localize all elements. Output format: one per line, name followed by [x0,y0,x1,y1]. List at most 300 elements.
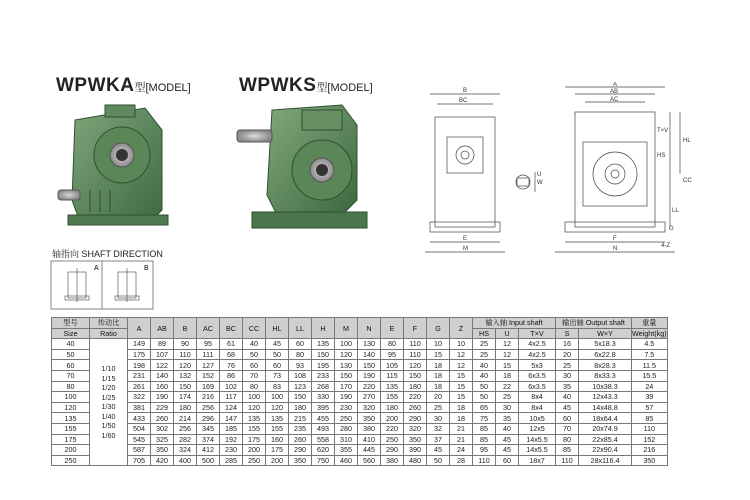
value-cell: 65 [473,402,496,413]
gearbox-photo-wpwka [50,100,180,240]
svg-text:HS: HS [657,153,666,159]
value-cell: 25 [427,402,450,413]
value-cell: 22x90.4 [579,445,632,456]
gearbox-photo-wpwks [232,100,372,235]
value-cell: 587 [128,445,151,456]
value-cell: 160 [151,381,174,392]
value-cell: 250 [243,455,266,466]
value-cell: 15 [450,392,473,403]
value-cell: 229 [151,402,174,413]
value-cell: 76 [220,360,243,371]
value-cell: 100 [243,392,266,403]
table-row [52,370,668,381]
header-input-shaft: 输入轴 Input shaft [473,318,556,329]
value-cell: 50 [473,381,496,392]
value-cell: 175 [128,349,151,360]
svg-text:T×V: T×V [657,128,669,134]
value-cell: 93 [289,360,312,371]
header-ratio: Ratio [90,328,128,339]
svg-text:LL: LL [672,208,679,214]
svg-text:AB: AB [610,89,619,95]
header-e: E [381,318,404,339]
value-cell: 150 [358,360,381,371]
value-cell: 4x2.5 [519,339,556,350]
value-cell: 200 [243,445,266,456]
value-cell: 380 [381,455,404,466]
ratio-value: 1/10 [101,364,116,374]
value-cell: 45 [266,339,289,350]
value-cell: 10 [450,339,473,350]
value-cell: 620 [312,445,335,456]
shaft-direction-label: 轴指向 SHAFT DIRECTION [52,249,163,259]
value-cell: 5x3 [519,360,556,371]
value-cell: 18 [427,370,450,381]
value-cell: 560 [358,455,381,466]
value-cell: 381 [128,402,151,413]
value-cell: 493 [312,423,335,434]
value-cell: 60 [496,455,519,466]
value-cell: 15 [450,370,473,381]
value-cell: 15 [450,381,473,392]
ratio-value: 1/25 [101,392,116,402]
value-cell: 110 [404,339,427,350]
header-hs: HS [473,328,496,339]
value-cell: 330 [312,392,335,403]
value-cell: 102 [220,381,243,392]
svg-text:4-Z: 4-Z [661,243,670,249]
value-cell: 85 [473,423,496,434]
value-cell: 18 [427,360,450,371]
model-title-wpwka [56,75,191,97]
value-cell: 216 [632,445,668,456]
value-cell: 250 [381,434,404,445]
value-cell: 110 [473,455,496,466]
value-cell: 50 [427,455,450,466]
value-cell: 558 [312,434,335,445]
value-cell: 290 [381,445,404,456]
value-cell: 45 [556,402,579,413]
value-cell: 10 [427,339,450,350]
header-output-shaft: 输出轴 Output shaft [556,318,632,329]
ratio-value: 1/60 [101,430,116,440]
svg-text:B: B [463,88,468,94]
value-cell: 22x85.4 [579,434,632,445]
model-suffix: 型[MODEL] [316,82,373,94]
value-cell: 22 [496,381,519,392]
header-bc: BC [220,318,243,339]
value-cell: 35 [496,413,519,424]
value-cell: 80 [289,349,312,360]
value-cell: 89 [151,339,174,350]
value-cell: 380 [358,423,381,434]
value-cell: 320 [404,423,427,434]
header-m: M [335,318,358,339]
value-cell: 4.5 [632,339,668,350]
value-cell: 150 [404,370,427,381]
svg-text:U: U [537,172,542,178]
value-cell: 192 [220,434,243,445]
value-cell: 180 [174,402,197,413]
header-f: F [404,318,427,339]
value-cell: 155 [381,392,404,403]
value-cell: 18 [427,381,450,392]
value-cell: 175 [266,445,289,456]
value-cell: 70 [556,423,579,434]
table-row [52,402,668,413]
value-cell: 15.5 [632,370,668,381]
value-cell: 268 [312,381,335,392]
dimension-table [51,317,668,466]
value-cell: 95 [197,339,220,350]
value-cell: 90 [174,339,197,350]
header-weight: Weight(kg) [632,328,667,338]
value-cell: 120 [243,402,266,413]
model-title-wpwks [239,75,373,97]
header-hl: HL [266,318,289,339]
size-cell: 70 [52,370,90,381]
table-row [52,349,668,360]
value-cell: 25 [473,339,496,350]
shaft-direction-diagram [50,260,154,310]
value-cell: 15 [427,349,450,360]
value-cell: 190 [335,392,358,403]
size-cell: 120 [52,402,90,413]
value-cell: 107 [151,349,174,360]
value-cell: 73 [266,370,289,381]
svg-text:F: F [613,236,617,242]
size-cell: 135 [52,413,90,424]
table-row [52,434,668,445]
size-cell: 50 [52,349,90,360]
table-row [52,360,668,371]
value-cell: 345 [197,423,220,434]
value-cell: 18 [450,402,473,413]
value-cell: 95 [473,445,496,456]
value-cell: 296 [197,413,220,424]
value-cell: 256 [174,423,197,434]
value-cell: 190 [358,370,381,381]
value-cell: 5x18.3 [579,339,632,350]
header-u: U [496,328,519,339]
header-weight-cn: 重量 [632,318,668,329]
value-cell: 152 [632,434,668,445]
value-cell: 350 [358,413,381,424]
value-cell: 70 [243,370,266,381]
value-cell: 50 [266,349,289,360]
value-cell: 86 [220,370,243,381]
value-cell: 40 [496,423,519,434]
value-cell: 57 [632,402,668,413]
value-cell: 155 [266,423,289,434]
value-cell: 150 [174,381,197,392]
value-cell: 140 [151,370,174,381]
value-cell: 320 [358,402,381,413]
value-cell: 350 [289,455,312,466]
value-cell: 110 [174,349,197,360]
value-cell: 412 [197,445,220,456]
value-cell: 80 [381,339,404,350]
value-cell: 105 [381,360,404,371]
value-cell: 30 [427,413,450,424]
value-cell: 28x116.4 [579,455,632,466]
value-cell: 85 [473,434,496,445]
value-cell: 140 [358,349,381,360]
header-ll: LL [289,318,312,339]
value-cell: 135 [312,339,335,350]
value-cell: 100 [266,392,289,403]
header-g: G [427,318,450,339]
value-cell: 350 [632,455,668,466]
value-cell: 280 [335,423,358,434]
value-cell: 180 [404,381,427,392]
model-name: WPWKA [56,75,135,96]
value-cell: 108 [289,370,312,381]
value-cell: 270 [358,392,381,403]
value-cell: 35 [556,381,579,392]
value-cell: 220 [404,392,427,403]
value-cell: 200 [266,455,289,466]
value-cell: 150 [335,370,358,381]
value-cell: 28 [450,455,473,466]
table-row [52,413,668,424]
header-h: H [312,318,335,339]
value-cell: 25 [496,392,519,403]
value-cell: 480 [404,455,427,466]
value-cell: 282 [174,434,197,445]
value-cell: 6x3.5 [519,381,556,392]
value-cell: 705 [128,455,151,466]
size-cell: 80 [52,381,90,392]
value-cell: 220 [358,381,381,392]
size-cell: 155 [52,423,90,434]
value-cell: 180 [381,402,404,413]
value-cell: 190 [151,392,174,403]
value-cell: 147 [220,413,243,424]
svg-text:W: W [537,180,543,186]
value-cell: 15 [496,360,519,371]
value-cell: 410 [358,434,381,445]
value-cell: 11.5 [632,360,668,371]
value-cell: 12x43.3 [579,392,632,403]
value-cell: 45 [496,445,519,456]
value-cell: 500 [197,455,220,466]
value-cell: 174 [174,392,197,403]
value-cell: 155 [243,423,266,434]
value-cell: 14x5.5 [519,434,556,445]
svg-text:M: M [463,246,468,252]
header-b: B [174,318,197,339]
value-cell: 235 [289,423,312,434]
value-cell: 60 [556,413,579,424]
value-cell: 420 [151,455,174,466]
value-cell: 110 [632,423,668,434]
value-cell: 230 [220,445,243,456]
value-cell: 75 [473,413,496,424]
table-row [52,381,668,392]
value-cell: 6x22.8 [579,349,632,360]
value-cell: 230 [335,402,358,413]
value-cell: 85 [556,445,579,456]
table-row [52,455,668,466]
shaft-a-label: A [94,265,99,272]
header-size: Size [52,328,90,339]
ratio-cell [90,339,128,466]
value-cell: 216 [197,392,220,403]
value-cell: 14x5.5 [519,445,556,456]
value-cell: 285 [220,455,243,466]
value-cell: 152 [197,370,220,381]
dimension-drawing [425,82,695,262]
value-cell: 21 [450,434,473,445]
svg-text:HL: HL [683,138,691,144]
header-ac: AC [197,318,220,339]
value-cell: 30 [496,402,519,413]
value-cell: 20 [427,392,450,403]
value-cell: 135 [266,413,289,424]
value-cell: 214 [174,413,197,424]
value-cell: 350 [404,434,427,445]
value-cell: 220 [381,423,404,434]
value-cell: 132 [174,370,197,381]
value-cell: 18x64.4 [579,413,632,424]
header-wxy: W×Y [579,328,632,339]
header-a: A [128,318,151,339]
value-cell: 325 [151,434,174,445]
ratio-value: 1/40 [101,411,116,421]
value-cell: 83 [266,381,289,392]
header-z: Z [450,318,473,339]
value-cell: 169 [197,381,220,392]
value-cell: 12 [496,349,519,360]
value-cell: 195 [312,360,335,371]
value-cell: 545 [128,434,151,445]
value-cell: 45 [427,445,450,456]
value-cell: 25 [556,360,579,371]
value-cell: 8x4 [519,392,556,403]
header-size-cn: 型号 [52,318,90,329]
value-cell: 20x74.9 [579,423,632,434]
value-cell: 39 [632,392,668,403]
header-cc: CC [243,318,266,339]
value-cell: 149 [128,339,151,350]
header-txv: T×V [519,328,556,339]
value-cell: 50 [473,392,496,403]
value-cell: 260 [289,434,312,445]
value-cell: 200 [381,413,404,424]
value-cell: 32 [427,423,450,434]
header-n: N [358,318,381,339]
value-cell: 433 [128,413,151,424]
value-cell: 60 [289,339,312,350]
value-cell: 122 [151,360,174,371]
value-cell: 6x3.5 [519,370,556,381]
value-cell: 175 [243,434,266,445]
shaft-b-label: B [144,265,149,272]
value-cell: 750 [312,455,335,466]
value-cell: 185 [220,423,243,434]
value-cell: 40 [473,370,496,381]
ratio-value: 1/30 [101,402,116,412]
value-cell: 374 [197,434,220,445]
value-cell: 50 [243,349,266,360]
value-cell: 12 [496,339,519,350]
value-cell: 256 [197,402,220,413]
ratio-value: 1/20 [101,383,116,393]
value-cell: 400 [174,455,197,466]
value-cell: 198 [128,360,151,371]
value-cell: 10x5 [519,413,556,424]
size-cell: 250 [52,455,90,466]
table-row [52,339,668,350]
value-cell: 111 [197,349,220,360]
value-cell: 30 [556,370,579,381]
value-cell: 260 [151,413,174,424]
table-row [52,445,668,456]
value-cell: 8x33.3 [579,370,632,381]
svg-text:A: A [613,82,618,88]
header-ab: AB [151,318,174,339]
value-cell: 302 [151,423,174,434]
value-cell: 12 [450,360,473,371]
value-cell: 150 [289,392,312,403]
value-cell: 355 [335,445,358,456]
value-cell: 12 [450,349,473,360]
value-cell: 25 [473,349,496,360]
value-cell: 85 [632,413,668,424]
value-cell: 290 [404,413,427,424]
value-cell: 170 [335,381,358,392]
value-cell: 20 [556,349,579,360]
value-cell: 80 [556,434,579,445]
svg-text:G: G [669,226,674,232]
svg-text:AC: AC [610,97,619,103]
header-ratio-cn: 传动比 [90,318,128,329]
value-cell: 350 [151,445,174,456]
value-cell: 18 [450,413,473,424]
value-cell: 250 [335,413,358,424]
value-cell: 123 [289,381,312,392]
value-cell: 40 [243,339,266,350]
size-cell: 40 [52,339,90,350]
value-cell: 14x48.8 [579,402,632,413]
value-cell: 130 [335,360,358,371]
size-cell: 100 [52,392,90,403]
value-cell: 260 [404,402,427,413]
value-cell: 80 [243,381,266,392]
value-cell: 16 [556,339,579,350]
value-cell: 45 [496,434,519,445]
value-cell: 60 [266,360,289,371]
value-cell: 117 [220,392,243,403]
svg-text:BC: BC [459,98,468,104]
header-s: S [556,328,579,339]
size-cell: 200 [52,445,90,456]
value-cell: 160 [266,434,289,445]
value-cell: 460 [335,455,358,466]
ratio-value: 1/50 [101,421,116,431]
value-cell: 24 [632,381,668,392]
value-cell: 4x2.5 [519,349,556,360]
value-cell: 120 [266,402,289,413]
value-cell: 180 [289,402,312,413]
value-cell: 24 [450,445,473,456]
value-cell: 120 [335,349,358,360]
value-cell: 8x28.3 [579,360,632,371]
svg-text:CC: CC [683,178,692,184]
value-cell: 130 [358,339,381,350]
value-cell: 18 [496,370,519,381]
ratio-value: 1/15 [101,373,116,383]
